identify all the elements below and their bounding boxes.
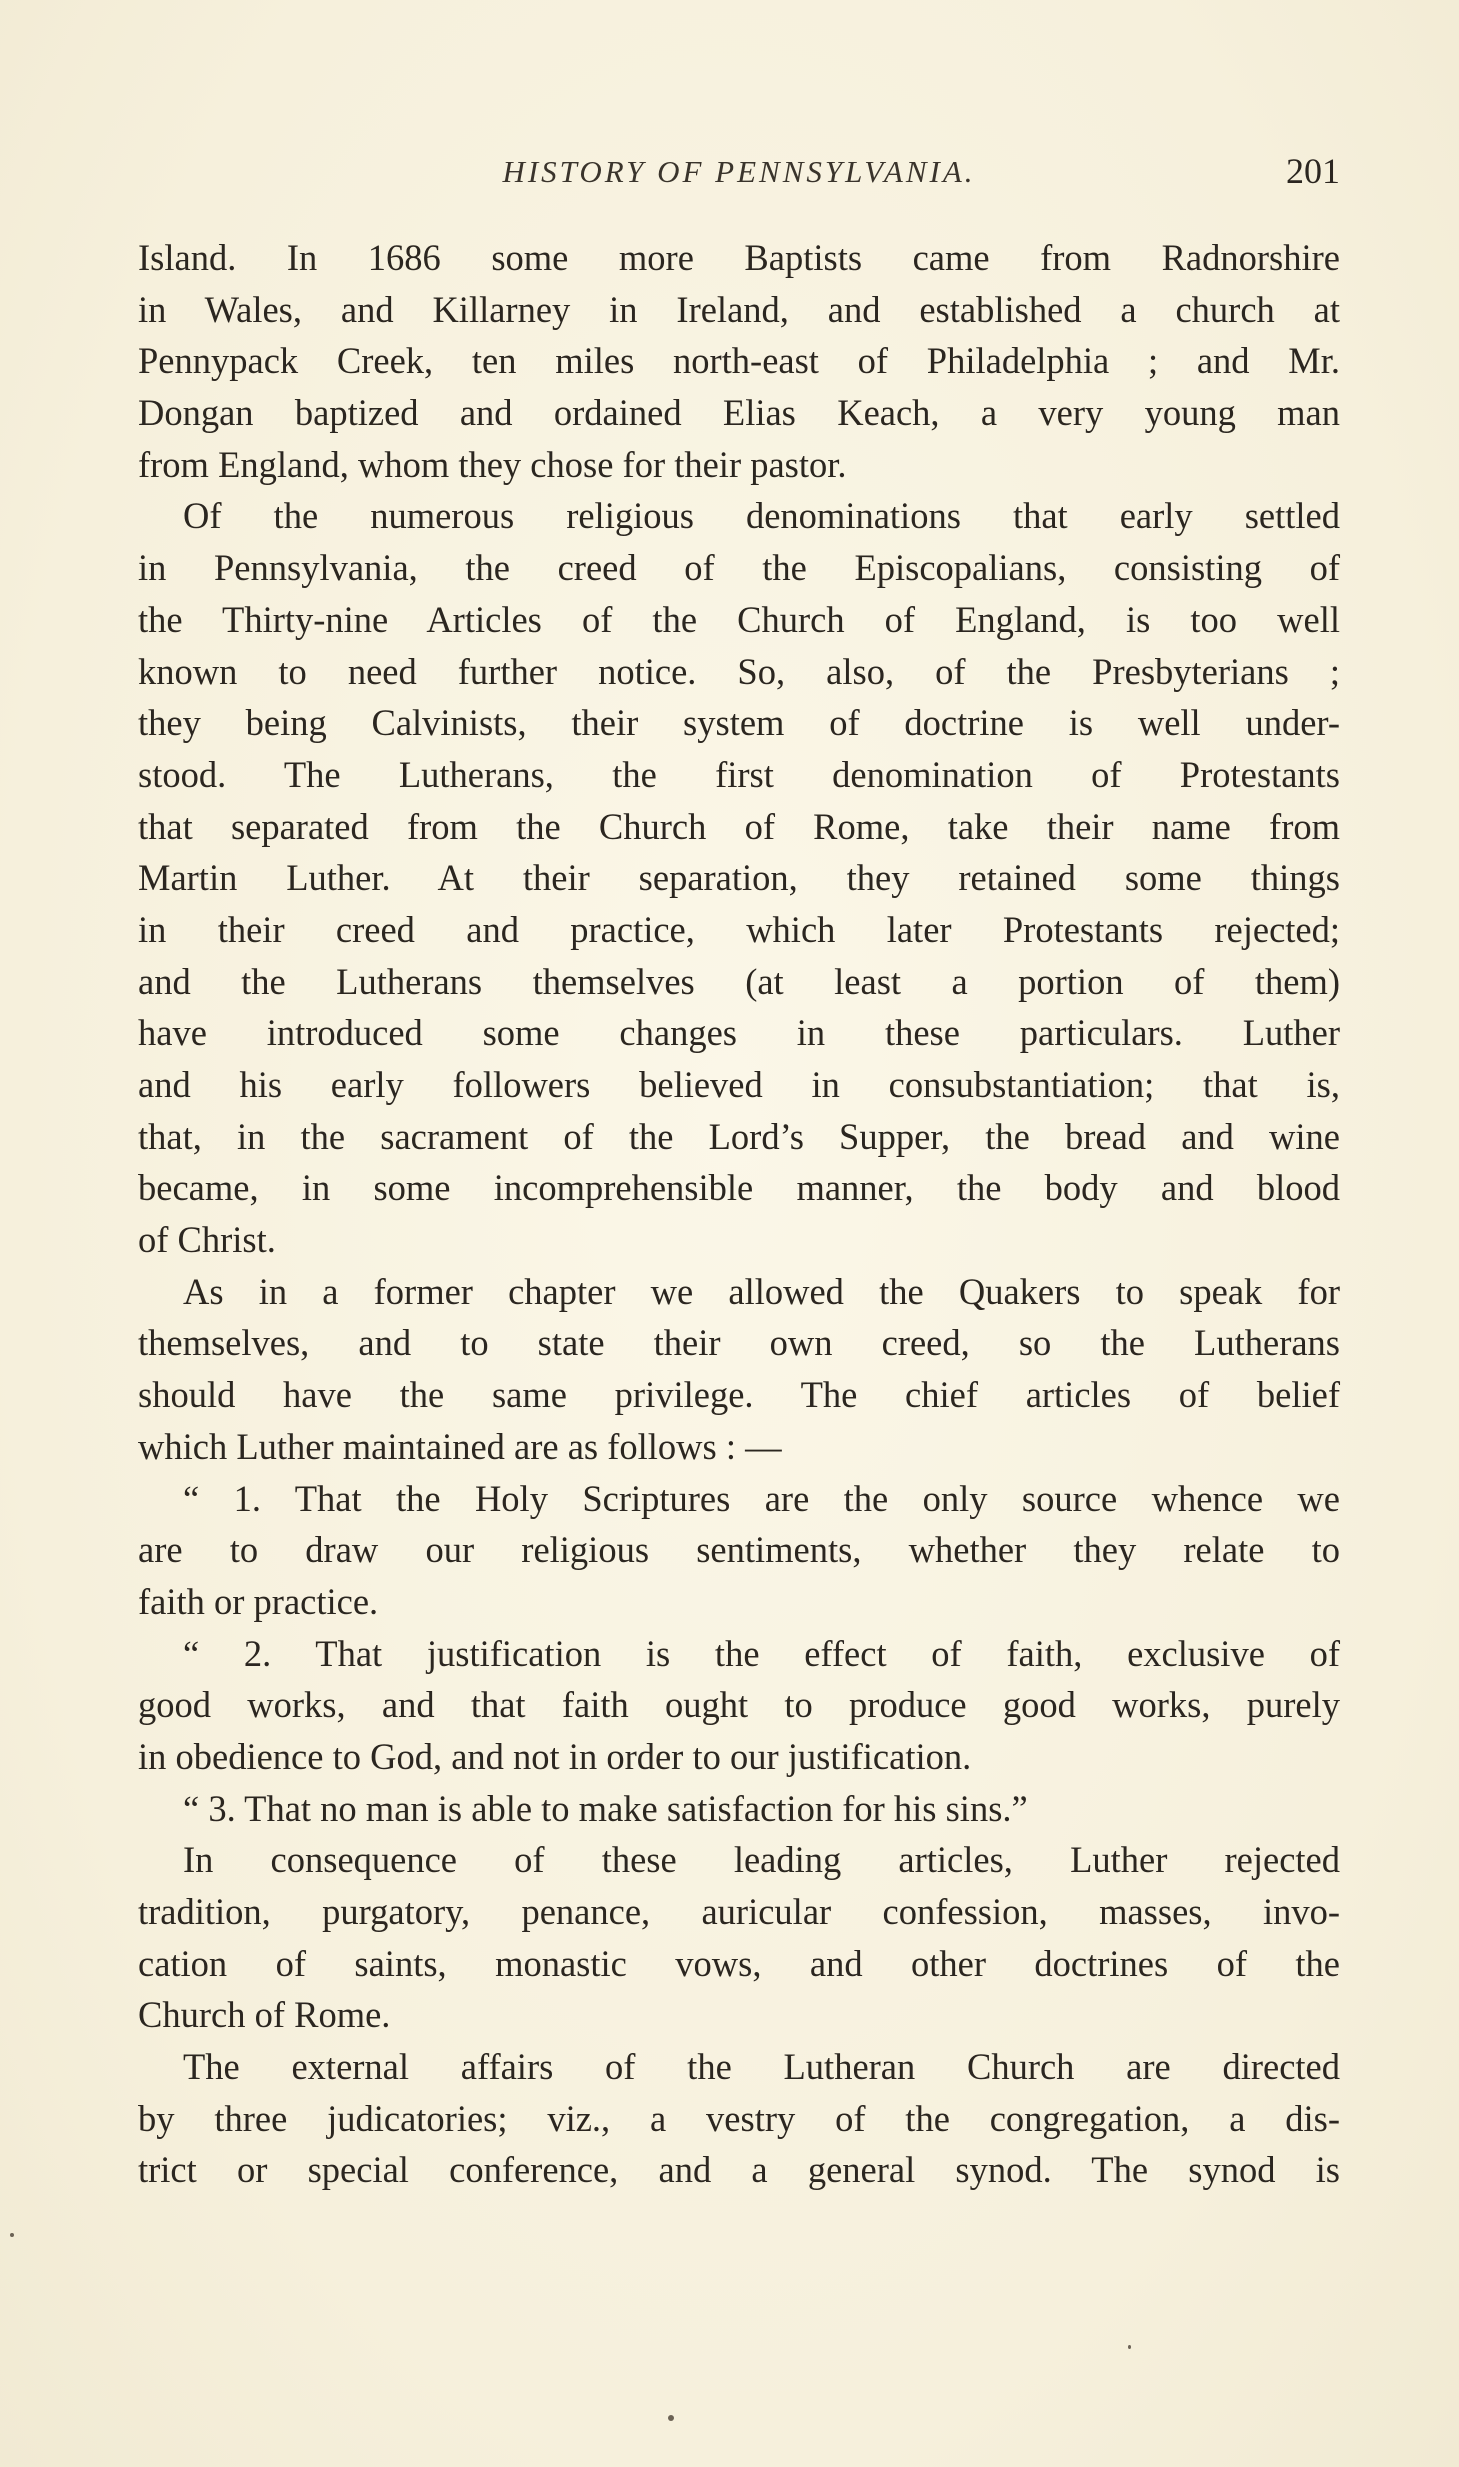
text-line: The external affairs of the Lutheran Church are directed (183, 2046, 1340, 2088)
text-line: are to draw our religious sentiments, whether they relate to (138, 1529, 1340, 1571)
text-line: and his early followers believed in consubstantiation; that is, (138, 1064, 1340, 1105)
text-line: Pennypack Creek, ten miles north-east of Philadelphia ; and Mr. (138, 340, 1340, 382)
text-line: As in a former chapter we allowed the Quakers to speak for (183, 1270, 1340, 1312)
running-title: HISTORY OF PENNSYLVANIA. (502, 154, 976, 189)
text-line: by three judicatories; viz., a vestry of the congregation, a dis- (138, 2097, 1340, 2139)
text-line: of Christ. (138, 1219, 276, 1261)
text-line: Dongan baptized and ordained Elias Keach, a very young man (138, 392, 1340, 434)
text-line: and the Lutherans themselves (at least a portion of them) (138, 960, 1340, 1002)
text-line: have introduced some changes in these particulars. Luther (138, 1012, 1340, 1054)
text-line: good works, and that faith ought to produce good works, purely (138, 1684, 1340, 1726)
text-line: Church of Rome. (138, 1994, 391, 2036)
text-line: became, in some incomprehensible manner, the body and blood (138, 1167, 1340, 1209)
text-line: in Pennsylvania, the creed of the Episcopalians, consisting of (138, 547, 1340, 589)
body-text (138, 232, 1340, 2196)
text-line: in Wales, and Killarney in Ireland, and established a church at (138, 288, 1340, 330)
text-line: Of the numerous religious denominations that early settled (183, 495, 1340, 537)
page-number: 201 (1286, 151, 1340, 191)
text-line: which Luther maintained are as follows : — (138, 1425, 782, 1467)
text-line: themselves, and to state their own creed, so the Lutherans (138, 1322, 1340, 1364)
text-line: in obedience to God, and not in order to our justification. (138, 1735, 972, 1777)
text-line: they being Calvinists, their system of doctrine is well under- (138, 702, 1340, 744)
text-line: from England, whom they chose for their pastor. (138, 443, 847, 485)
text-line: “ 3. That no man is able to make satisfaction for his sins.” (183, 1787, 1028, 1829)
text-line: in their creed and practice, which later Protestants rejected; (138, 908, 1340, 950)
text-line: the Thirty-nine Articles of the Church of England, is too well (138, 598, 1340, 640)
text-line: cation of saints, monastic vows, and other doctrines of the (138, 1942, 1340, 1984)
text-line: that separated from the Church of Rome, take their name from (138, 805, 1340, 847)
text-line: “ 1. That the Holy Scriptures are the only source whence we (183, 1477, 1340, 1519)
paper-speck (668, 2415, 674, 2421)
text-line: should have the same privilege. The chief articles of belief (138, 1374, 1340, 1416)
text-line: “ 2. That justification is the effect of faith, exclusive of (183, 1632, 1340, 1674)
text-line: faith or practice. (138, 1580, 379, 1622)
paper-speck (1128, 2345, 1131, 2349)
text-line: trict or special conference, and a general synod. The synod is (138, 2149, 1340, 2191)
text-line: tradition, purgatory, penance, auricular confession, masses, invo- (138, 1891, 1340, 1932)
paper-speck (10, 2233, 14, 2237)
text-line: that, in the sacrament of the Lord’s Supper, the bread and wine (138, 1115, 1340, 1157)
text-line: Martin Luther. At their separation, they retained some things (138, 857, 1340, 899)
text-line: Island. In 1686 some more Baptists came from Radnorshire (138, 237, 1340, 278)
text-line: In consequence of these leading articles, Luther rejected (183, 1839, 1340, 1881)
text-line: stood. The Lutherans, the first denomination of Protestants (138, 753, 1340, 795)
page-header (138, 150, 1340, 200)
text-line: known to need further notice. So, also, of the Presbyterians ; (138, 650, 1340, 692)
